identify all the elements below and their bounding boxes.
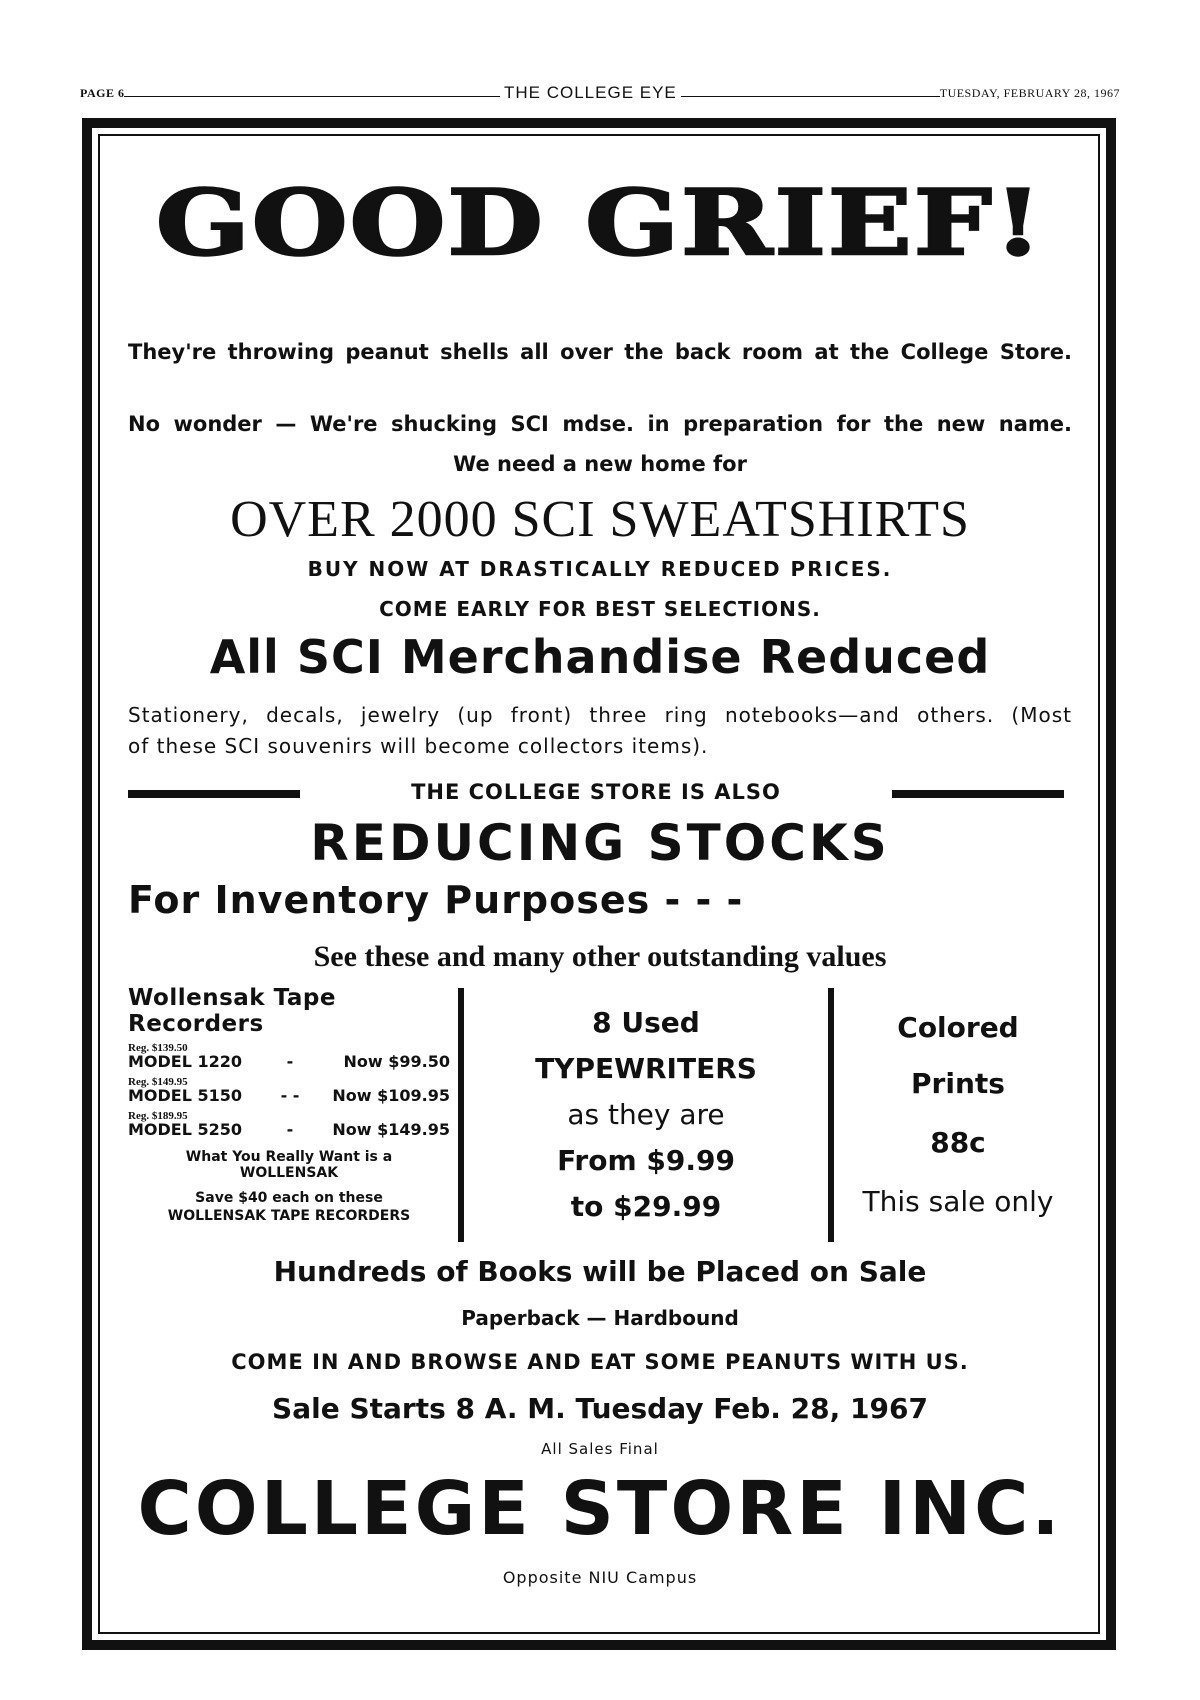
regular-price: Reg. $189.95 (128, 1110, 188, 1122)
headline: GOOD GRIEF! (155, 169, 1045, 276)
intro-line-2: No wonder — We're shucking SCI mdse. in preparation for the new name. (128, 412, 1072, 436)
model-name: MODEL 1220 (128, 1052, 243, 1071)
sales-final-line: All Sales Final (541, 1440, 659, 1458)
save-note (128, 1189, 450, 1225)
model-row (128, 1053, 450, 1071)
typewriters-column (470, 1000, 822, 1230)
stationery-line-2: of these SCI souvenirs will become collectors items). (128, 734, 709, 758)
store-name: COLLEGE STORE INC. (137, 1466, 1063, 1552)
model-dash: - (286, 1052, 294, 1071)
store-location: Opposite NIU Campus (502, 1568, 698, 1587)
column-divider-1 (458, 988, 464, 1242)
model-name: MODEL 5150 (128, 1086, 243, 1105)
prints-line-2: Prints (911, 1067, 1005, 1100)
model-name: MODEL 5250 (128, 1120, 243, 1139)
prints-column (840, 1000, 1076, 1230)
column-divider-2 (828, 988, 834, 1242)
model-dash: - - (280, 1086, 300, 1105)
save-note-line-1: Save $40 each on these (195, 1190, 383, 1206)
wollensak-note (128, 1149, 450, 1181)
prints-line-4: This sale only (862, 1185, 1054, 1218)
regular-price: Reg. $149.95 (128, 1076, 188, 1088)
wollensak-note-line-2: WOLLENSAK (239, 1165, 339, 1181)
divider-bar-left (128, 790, 300, 798)
page-header (80, 83, 1120, 108)
model-dash: - (286, 1120, 294, 1139)
divider-bar-right (892, 790, 1064, 798)
page-number: PAGE 6 (80, 86, 125, 100)
recorders-column (128, 985, 450, 1225)
sale-start-line: Sale Starts 8 A. M. Tuesday Feb. 28, 1967 (272, 1392, 928, 1425)
come-early-line: COME EARLY FOR BEST SELECTIONS. (379, 597, 821, 621)
browse-line: COME IN AND BROWSE AND EAT SOME PEANUTS WITH US. (231, 1350, 969, 1374)
buy-now-line: BUY NOW AT DRASTICALLY REDUCED PRICES. (307, 557, 893, 581)
intro-line-1: They're throwing peanut shells all over the back room at the College Store. (128, 340, 1072, 364)
recorders-title: Wollensak Tape Recorders (128, 985, 336, 1037)
typewriters-line-2: TYPEWRITERS (535, 1052, 757, 1085)
sale-price: Now $99.50 (343, 1052, 450, 1071)
typewriters-line-3: as they are (567, 1098, 725, 1131)
intro-line-3: We need a new home for (453, 452, 747, 476)
reducing-heading: REDUCING STOCKS (310, 814, 890, 872)
sweatshirts-heading: OVER 2000 SCI SWEATSHIRTS (230, 491, 970, 548)
typewriters-line-1: 8 Used (592, 1006, 700, 1039)
typewriters-line-4: From $9.99 (557, 1144, 735, 1177)
model-row (128, 1121, 450, 1139)
prints-line-1: Colored (897, 1011, 1019, 1044)
also-line: THE COLLEGE STORE IS ALSO (411, 780, 781, 804)
books-heading: Hundreds of Books will be Placed on Sale (273, 1255, 927, 1288)
values-line: See these and many other outstanding values (313, 940, 887, 973)
sale-price: Now $149.95 (332, 1120, 450, 1139)
regular-price: Reg. $139.50 (128, 1042, 188, 1054)
newspaper-name: THE COLLEGE EYE (500, 83, 681, 103)
inventory-heading: For Inventory Purposes - - - (128, 878, 744, 922)
prints-price: 88c (930, 1126, 986, 1159)
books-formats: Paperback — Hardbound (461, 1306, 739, 1330)
sale-price: Now $109.95 (332, 1086, 450, 1105)
stationery-text (128, 700, 1072, 762)
save-note-line-2: WOLLENSAK TAPE RECORDERS (167, 1208, 411, 1224)
merchandise-heading: All SCI Merchandise Reduced (209, 630, 991, 684)
stationery-line-1: Stationery, decals, jewelry (up front) three ring notebooks—and others. (Most (128, 703, 1072, 727)
model-row (128, 1087, 450, 1105)
wollensak-note-line-1: What You Really Want is a (185, 1149, 393, 1165)
issue-date: TUESDAY, FEBRUARY 28, 1967 (939, 86, 1120, 100)
typewriters-line-5: to $29.99 (570, 1190, 722, 1223)
